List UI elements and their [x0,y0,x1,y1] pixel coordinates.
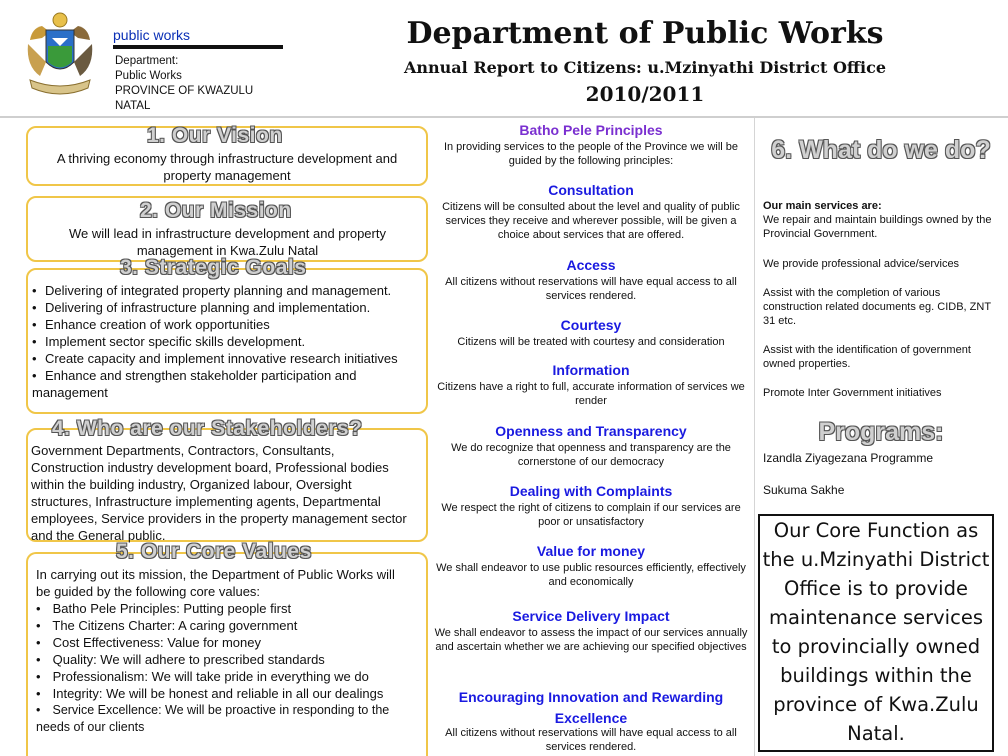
list-item: • Quality: We will adhere to prescribed standards [36,652,325,667]
principle-text: We respect the right of citizens to complain if our services are poor or unsatisfactory [441,502,741,528]
principle-text: Citizens will be consulted about the level and quality of public services they receive and wherever possible, will be given a choice about services that are offered. [442,201,740,241]
service-item: Assist with the completion of various construction related documents eg. CIDB, ZNT 31 etc. [763,287,991,327]
program-item: Izandla Ziyagezana Programme [763,451,934,465]
list-item: • Integrity: We will be honest and reliable in all our dealings [36,686,384,701]
brand-title: public works [113,27,191,43]
principle-text: All citizens without reservations will have equal access to all services rendered. [445,276,737,302]
department-line: Department: [115,55,179,67]
list-item: • Professionalism: We will take pride in everything we do [36,669,369,684]
page-subtitle: Annual Report to Citizens: u.Mzinyathi District Office [403,58,887,77]
vision-text: A thriving economy through infrastructure development and property management [56,151,398,183]
service-item: Assist with the identification of government owned properties. [763,344,971,370]
services-title: Our main services are: [763,200,882,212]
department-name [115,54,290,110]
principle-text: We do recognize that openness and transparency are the cornerstone of our democracy [451,442,731,468]
program-item: Sukuma Sakhe [763,483,845,497]
principle-heading: Dealing with Complaints [509,483,673,499]
principle-text: Citizens have a right to full, accurate information of services we render [437,381,745,407]
list-item: • The Citizens Charter: A caring government [36,618,298,633]
principle-text: We shall endeavor to use public resources efficiently, effectively and economically [436,562,746,588]
stakeholders-heading: 4. Who are our Stakeholders? [52,417,363,440]
principle-heading: Information [552,362,630,378]
what-we-do-heading: 6. What do we do? [771,136,991,164]
principle-text: In providing services to the people of the Province we will be guided by the following principles: [443,141,739,167]
vision-heading: 1. Our Vision [147,124,283,147]
list-item: • Create capacity and implement innovative research initiatives [32,351,398,366]
report-year: 2010/2011 [585,82,705,106]
list-item: • Enhance creation of work opportunities [32,317,270,332]
core-values-heading: 5. Our Core Values [116,540,312,563]
list-item: • Enhance and strengthen stakeholder participation and management [32,368,357,400]
list-item: • Delivering of infrastructure planning and implementation. [32,300,371,315]
mission-text: We will lead in infrastructure development and property management in Kwa.Zulu Natal [69,226,386,258]
list-item: • Cost Effectiveness: Value for money [36,635,261,650]
core-values-intro: In carrying out its mission, the Department of Public Works will be guided by the following core values: [36,567,395,599]
kwazulu-natal-coat-of-arms-icon [22,10,98,104]
strategic-goals-heading: 3. Strategic Goals [120,256,307,279]
service-item: We repair and maintain buildings owned by the Provincial Government. [763,214,992,240]
principle-heading: Service Delivery Impact [512,608,670,624]
service-item: Promote Inter Government initiatives [763,387,942,399]
list-item: • Implement sector specific skills development. [32,334,306,349]
principle-heading: Access [566,257,616,273]
core-values-list [36,566,408,736]
principle-text: All citizens without reservations will have equal access to all services rendered. [445,727,737,753]
principle-text: Citizens will be treated with courtesy and consideration [457,336,725,348]
page-title: Department of Public Works [406,16,884,51]
principle-heading: Value for money [536,543,646,559]
core-function-text: Our Core Function as the u.Mzinyathi District Office is to provide maintenance services to provincially owned buildings within the province of Kwa.Zulu Natal. [762,519,990,745]
principle-text: We shall endeavor to assess the impact of our services annually and ascertain whether we are achieving our specified objectives [434,627,748,653]
mission-heading: 2. Our Mission [140,199,292,222]
principle-heading: Batho Pele Principles [519,122,663,138]
list-item: • Service Excellence: We will be proactive in responding to the needs of our clients [36,703,390,734]
stakeholders-text: Government Departments, Contractors, Consultants, Construction industry development board, Professional bodies within the building industry, Organized labour, Oversight structures, Infrastructure implementing agents, Departmental employees, Service providers in the property management sector and the General public. [31,443,407,543]
brand-divider [113,45,283,49]
department-line: NATAL [115,100,151,110]
department-line: Public Works [115,70,182,82]
strategic-goals-list [32,282,424,401]
principle-heading: Encouraging Innovation and Rewarding Excellence [458,689,724,726]
principle-heading: Consultation [548,182,634,198]
service-item: We provide professional advice/services [763,258,960,270]
principle-heading: Openness and Transparency [495,423,687,439]
principle-heading: Courtesy [560,317,622,333]
list-item: • Batho Pele Principles: Putting people first [36,601,292,616]
department-line: PROVINCE OF KWAZULU [115,85,254,97]
list-item: • Delivering of integrated property planning and management. [32,283,392,298]
programs-heading: Programs: [818,418,944,446]
report-header [0,0,1008,118]
